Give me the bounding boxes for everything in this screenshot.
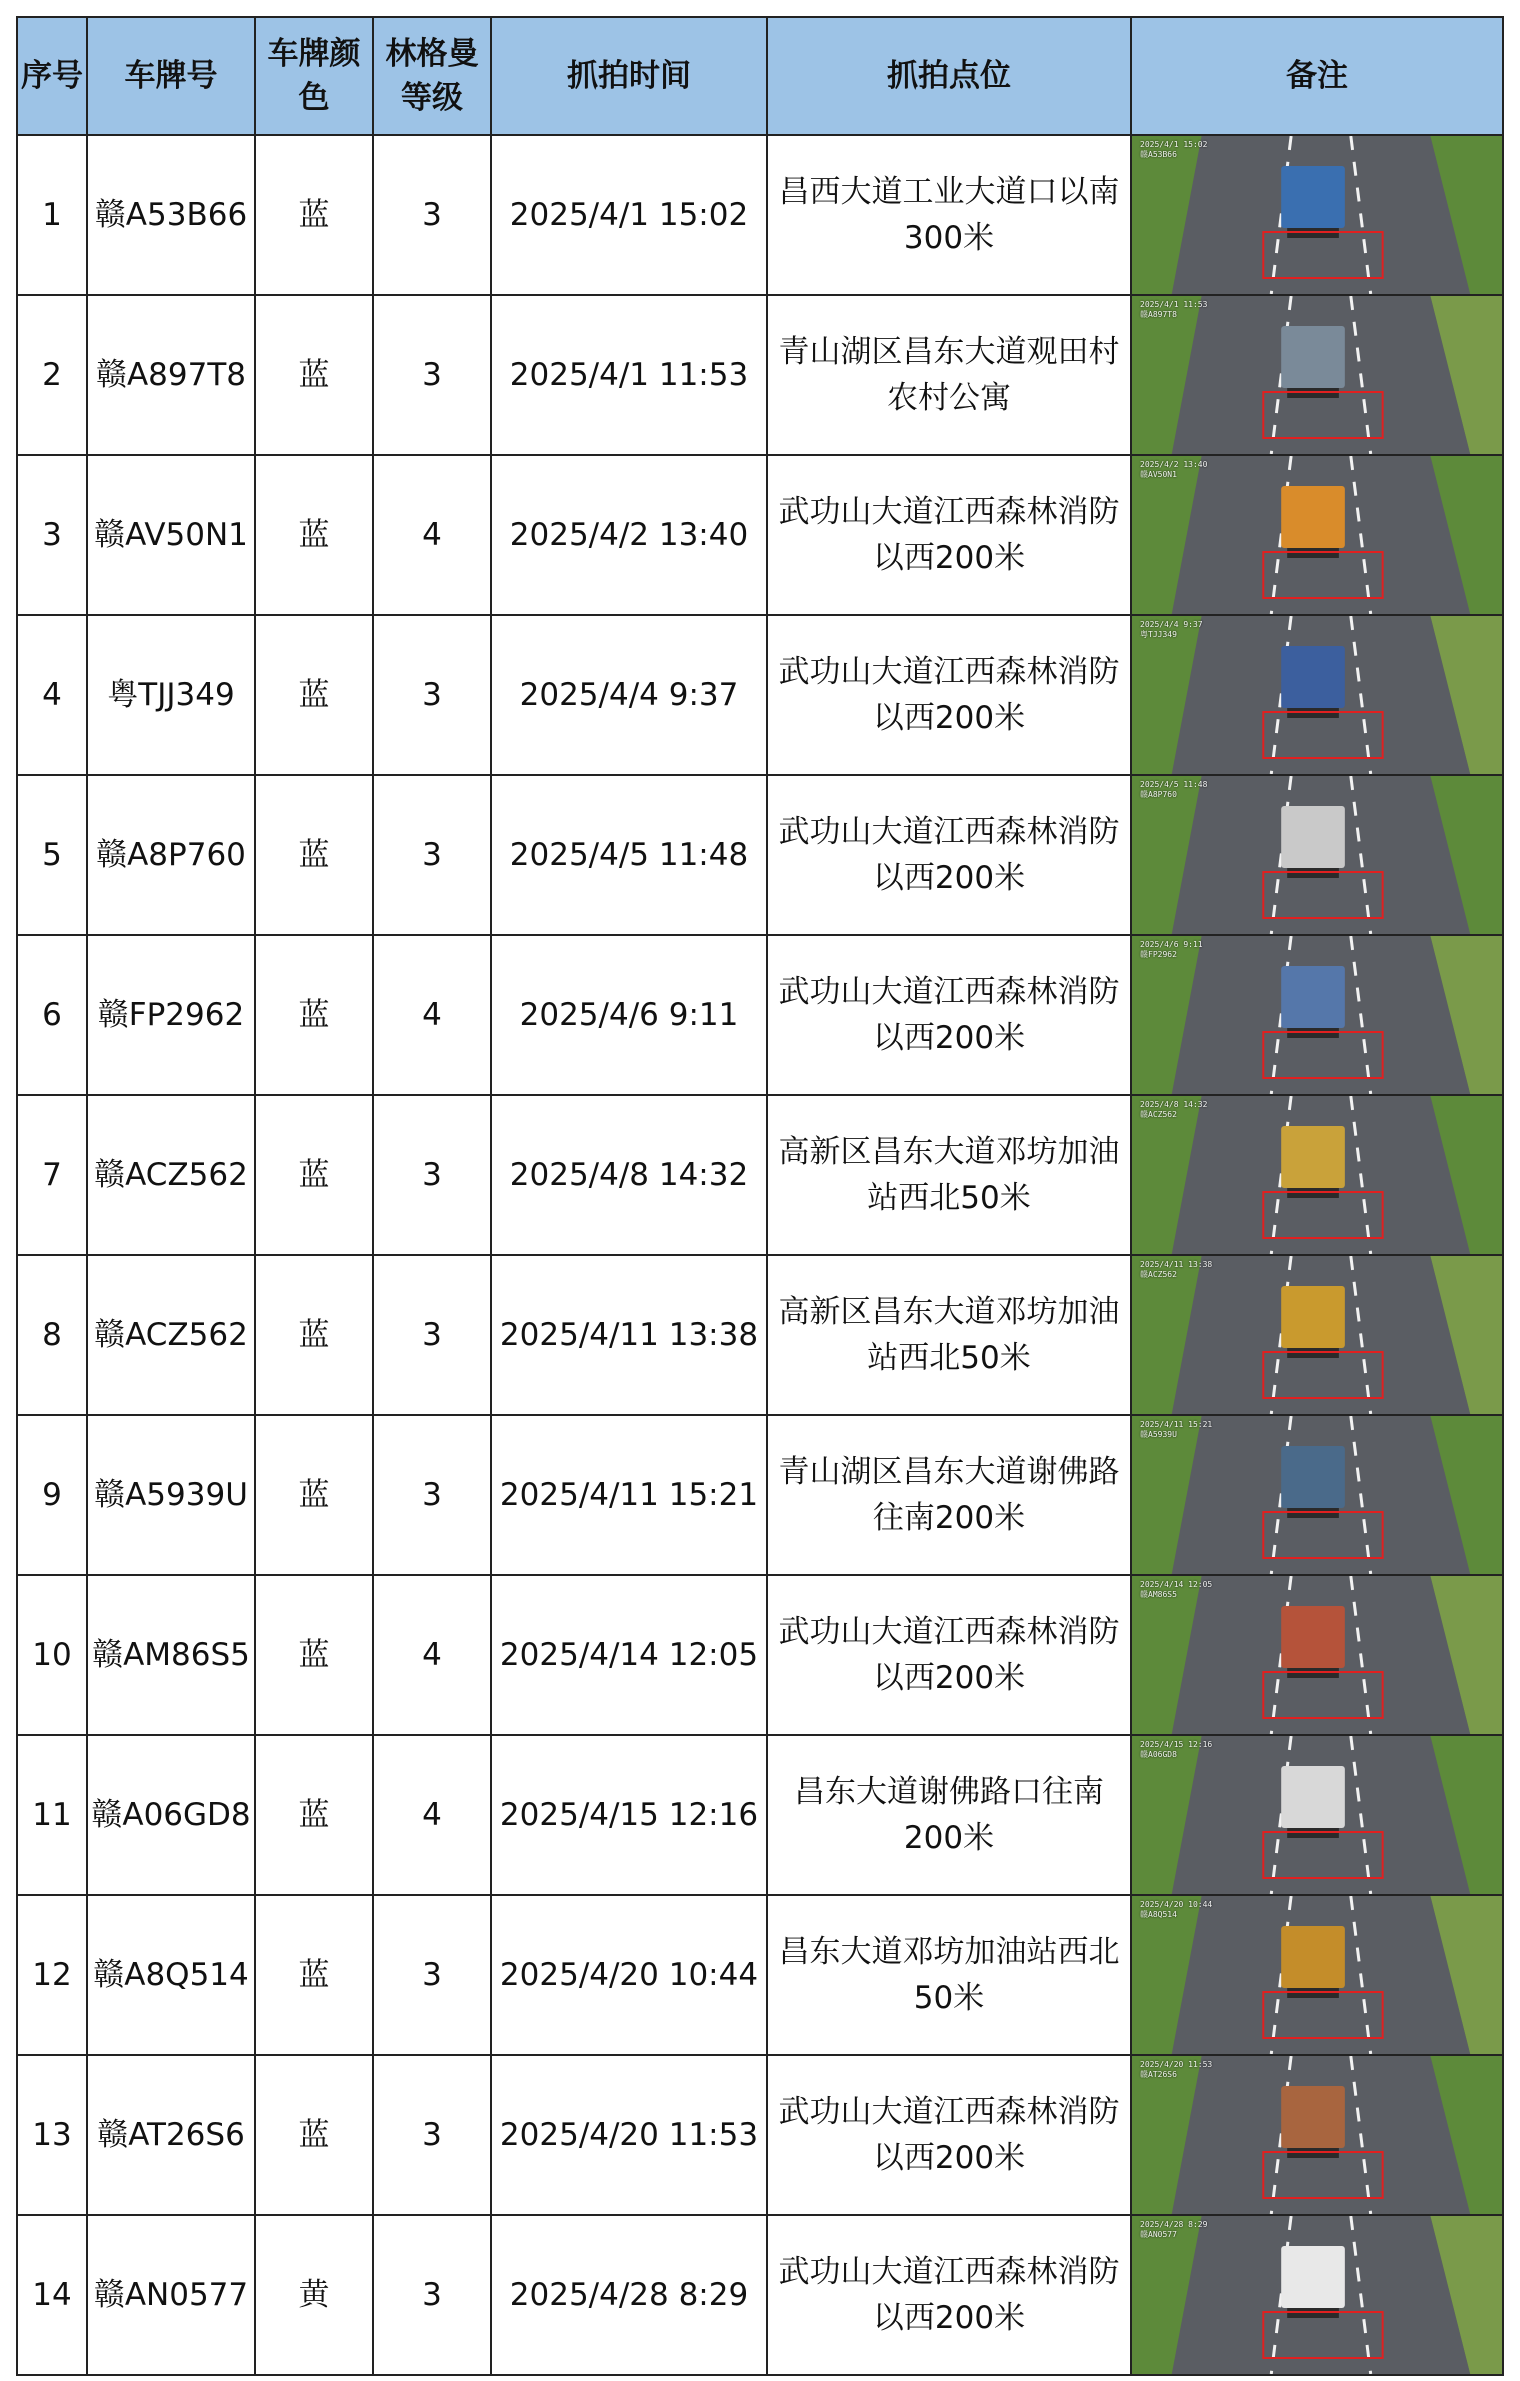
cell-time: 2025/4/1 15:02 bbox=[491, 135, 767, 295]
photo-timestamp-overlay bbox=[1140, 940, 1203, 960]
cell-time: 2025/4/15 12:16 bbox=[491, 1735, 767, 1895]
cell-color: 黄 bbox=[255, 2215, 373, 2375]
photo-stamp-time: 2025/4/2 13:40 bbox=[1140, 460, 1208, 469]
photo-timestamp-overlay bbox=[1140, 140, 1207, 160]
location-line1: 昌东大道谢佛路口往南 bbox=[794, 1774, 1104, 1810]
capture-photo[interactable] bbox=[1132, 1256, 1502, 1414]
photo-timestamp-overlay bbox=[1140, 2220, 1207, 2240]
cell-location bbox=[767, 615, 1131, 775]
cell-location bbox=[767, 775, 1131, 935]
cell-time: 2025/4/1 11:53 bbox=[491, 295, 767, 455]
photo-stamp-plate: 赣FP2962 bbox=[1140, 950, 1177, 959]
photo-timestamp-overlay bbox=[1140, 460, 1207, 480]
capture-photo[interactable] bbox=[1132, 1416, 1502, 1574]
cell-level: 3 bbox=[373, 2055, 491, 2215]
cell-plate: 赣A06GD8 bbox=[87, 1735, 255, 1895]
table-row bbox=[17, 1895, 1503, 2055]
photo-stamp-time: 2025/4/11 15:21 bbox=[1140, 1420, 1213, 1429]
location-line1: 武功山大道江西森林消防 bbox=[778, 974, 1120, 1010]
photo-timestamp-overlay bbox=[1140, 1260, 1212, 1280]
cell-no: 6 bbox=[17, 935, 87, 1095]
cell-color: 蓝 bbox=[255, 1735, 373, 1895]
header-remark: 备注 bbox=[1131, 17, 1503, 135]
photo-stamp-time: 2025/4/4 9:37 bbox=[1140, 620, 1203, 629]
cell-plate: 赣FP2962 bbox=[87, 935, 255, 1095]
cell-level: 3 bbox=[373, 1255, 491, 1415]
cell-no: 9 bbox=[17, 1415, 87, 1575]
cell-no: 1 bbox=[17, 135, 87, 295]
cell-plate: 赣A8Q514 bbox=[87, 1895, 255, 2055]
cell-remark-photo[interactable] bbox=[1131, 135, 1503, 295]
cell-location bbox=[767, 135, 1131, 295]
photo-timestamp-overlay bbox=[1140, 1900, 1212, 1920]
photo-stamp-plate: 赣A06GD8 bbox=[1140, 1750, 1177, 1759]
photo-stamp-time: 2025/4/14 12:05 bbox=[1140, 1580, 1213, 1589]
cell-time: 2025/4/28 8:29 bbox=[491, 2215, 767, 2375]
cell-level: 3 bbox=[373, 2215, 491, 2375]
capture-photo[interactable] bbox=[1132, 1896, 1502, 2054]
table-row bbox=[17, 1255, 1503, 1415]
photo-stamp-plate: 赣AT26S6 bbox=[1140, 2070, 1177, 2079]
cell-plate: 赣AN0577 bbox=[87, 2215, 255, 2375]
cell-no: 3 bbox=[17, 455, 87, 615]
photo-stamp-time: 2025/4/20 10:44 bbox=[1140, 1900, 1213, 1909]
table-row bbox=[17, 1415, 1503, 1575]
cell-time: 2025/4/20 11:53 bbox=[491, 2055, 767, 2215]
cell-location bbox=[767, 455, 1131, 615]
cell-time: 2025/4/11 15:21 bbox=[491, 1415, 767, 1575]
cell-remark-photo[interactable] bbox=[1131, 1575, 1503, 1735]
cell-level: 4 bbox=[373, 1575, 491, 1735]
photo-stamp-time: 2025/4/28 8:29 bbox=[1140, 2220, 1208, 2229]
location-line2: 50米 bbox=[913, 1980, 985, 2016]
cell-plate: 赣AV50N1 bbox=[87, 455, 255, 615]
photo-timestamp-overlay bbox=[1140, 1740, 1212, 1760]
violation-table bbox=[16, 16, 1504, 2376]
location-line1: 武功山大道江西森林消防 bbox=[778, 814, 1120, 850]
cell-level: 4 bbox=[373, 1735, 491, 1895]
cell-remark-photo[interactable] bbox=[1131, 1415, 1503, 1575]
cell-location bbox=[767, 2055, 1131, 2215]
table-row bbox=[17, 935, 1503, 1095]
cell-location bbox=[767, 935, 1131, 1095]
cell-remark-photo[interactable] bbox=[1131, 295, 1503, 455]
cell-level: 3 bbox=[373, 1095, 491, 1255]
location-line2: 站西北50米 bbox=[867, 1180, 1031, 1216]
location-line2: 以西200米 bbox=[872, 700, 1026, 736]
header-level-line1: 林格曼 bbox=[385, 36, 479, 72]
header-level bbox=[373, 17, 491, 135]
capture-photo[interactable] bbox=[1132, 456, 1502, 614]
table-row bbox=[17, 135, 1503, 295]
cell-plate: 赣AM86S5 bbox=[87, 1575, 255, 1735]
cell-no: 13 bbox=[17, 2055, 87, 2215]
table-row bbox=[17, 775, 1503, 935]
cell-color: 蓝 bbox=[255, 135, 373, 295]
cell-plate: 赣A8P760 bbox=[87, 775, 255, 935]
location-line2: 以西200米 bbox=[872, 540, 1026, 576]
cell-location bbox=[767, 1415, 1131, 1575]
header-color-line2: 色 bbox=[298, 80, 330, 116]
header-level-line2: 等级 bbox=[401, 80, 463, 116]
cell-time: 2025/4/2 13:40 bbox=[491, 455, 767, 615]
cell-no: 5 bbox=[17, 775, 87, 935]
capture-photo[interactable] bbox=[1132, 136, 1502, 294]
capture-photo[interactable] bbox=[1132, 1576, 1502, 1734]
capture-photo[interactable] bbox=[1132, 2216, 1502, 2374]
table-row bbox=[17, 2055, 1503, 2215]
cell-location bbox=[767, 2215, 1131, 2375]
cell-plate: 赣AT26S6 bbox=[87, 2055, 255, 2215]
photo-stamp-time: 2025/4/5 11:48 bbox=[1140, 780, 1208, 789]
photo-stamp-time: 2025/4/8 14:32 bbox=[1140, 1100, 1208, 1109]
cell-color: 蓝 bbox=[255, 295, 373, 455]
photo-stamp-plate: 赣AN0577 bbox=[1140, 2230, 1177, 2239]
cell-time: 2025/4/8 14:32 bbox=[491, 1095, 767, 1255]
photo-stamp-plate: 赣A8Q514 bbox=[1140, 1910, 1177, 1919]
capture-photo[interactable] bbox=[1132, 2056, 1502, 2214]
location-line2: 以西200米 bbox=[872, 2140, 1026, 2176]
table-row bbox=[17, 1095, 1503, 1255]
cell-location bbox=[767, 1895, 1131, 2055]
location-line2: 站西北50米 bbox=[867, 1340, 1031, 1376]
cell-no: 10 bbox=[17, 1575, 87, 1735]
photo-stamp-plate: 赣A53B66 bbox=[1140, 150, 1177, 159]
location-line2: 往南200米 bbox=[872, 1500, 1026, 1536]
location-line1: 高新区昌东大道邓坊加油 bbox=[778, 1294, 1120, 1330]
location-line1: 青山湖区昌东大道谢佛路 bbox=[778, 1454, 1120, 1490]
photo-stamp-time: 2025/4/15 12:16 bbox=[1140, 1740, 1213, 1749]
header-color-line1: 车牌颜 bbox=[267, 36, 361, 72]
location-line2: 以西200米 bbox=[872, 2300, 1026, 2336]
cell-no: 12 bbox=[17, 1895, 87, 2055]
cell-plate: 粤TJJ349 bbox=[87, 615, 255, 775]
cell-no: 2 bbox=[17, 295, 87, 455]
cell-no: 14 bbox=[17, 2215, 87, 2375]
cell-remark-photo[interactable] bbox=[1131, 775, 1503, 935]
location-line1: 武功山大道江西森林消防 bbox=[778, 2094, 1120, 2130]
header-location: 抓拍点位 bbox=[767, 17, 1131, 135]
photo-stamp-plate: 赣A8P760 bbox=[1140, 790, 1177, 799]
cell-remark-photo[interactable] bbox=[1131, 1095, 1503, 1255]
photo-stamp-time: 2025/4/1 15:02 bbox=[1140, 140, 1208, 149]
table-row bbox=[17, 1575, 1503, 1735]
cell-location bbox=[767, 1095, 1131, 1255]
cell-location bbox=[767, 1575, 1131, 1735]
cell-level: 4 bbox=[373, 935, 491, 1095]
photo-stamp-time: 2025/4/1 11:53 bbox=[1140, 300, 1208, 309]
photo-timestamp-overlay bbox=[1140, 1420, 1212, 1440]
cell-time: 2025/4/6 9:11 bbox=[491, 935, 767, 1095]
cell-level: 3 bbox=[373, 1895, 491, 2055]
capture-photo[interactable] bbox=[1132, 616, 1502, 774]
location-line1: 昌东大道邓坊加油站西北 bbox=[778, 1934, 1120, 1970]
location-line2: 以西200米 bbox=[872, 1020, 1026, 1056]
cell-plate: 赣ACZ562 bbox=[87, 1255, 255, 1415]
capture-photo[interactable] bbox=[1132, 1736, 1502, 1894]
cell-remark-photo[interactable] bbox=[1131, 1735, 1503, 1895]
photo-stamp-time: 2025/4/20 11:53 bbox=[1140, 2060, 1213, 2069]
cell-remark-photo[interactable] bbox=[1131, 2055, 1503, 2215]
cell-no: 8 bbox=[17, 1255, 87, 1415]
cell-color: 蓝 bbox=[255, 2055, 373, 2215]
photo-stamp-plate: 赣AV50N1 bbox=[1140, 470, 1177, 479]
cell-time: 2025/4/14 12:05 bbox=[491, 1575, 767, 1735]
cell-location bbox=[767, 1735, 1131, 1895]
cell-level: 3 bbox=[373, 615, 491, 775]
cell-location bbox=[767, 295, 1131, 455]
capture-photo[interactable] bbox=[1132, 296, 1502, 454]
cell-level: 4 bbox=[373, 455, 491, 615]
location-line1: 武功山大道江西森林消防 bbox=[778, 2254, 1120, 2290]
cell-color: 蓝 bbox=[255, 1575, 373, 1735]
photo-stamp-plate: 粤TJJ349 bbox=[1140, 630, 1177, 639]
photo-stamp-plate: 赣ACZ562 bbox=[1140, 1270, 1177, 1279]
cell-remark-photo[interactable] bbox=[1131, 935, 1503, 1095]
cell-color: 蓝 bbox=[255, 1095, 373, 1255]
photo-stamp-plate: 赣AM86S5 bbox=[1140, 1590, 1177, 1599]
cell-plate: 赣A5939U bbox=[87, 1415, 255, 1575]
location-line1: 武功山大道江西森林消防 bbox=[778, 654, 1120, 690]
location-line2: 300米 bbox=[903, 220, 995, 256]
cell-color: 蓝 bbox=[255, 455, 373, 615]
photo-timestamp-overlay bbox=[1140, 2060, 1212, 2080]
cell-color: 蓝 bbox=[255, 935, 373, 1095]
location-line1: 青山湖区昌东大道观田村 bbox=[778, 334, 1120, 370]
header-no: 序号 bbox=[17, 17, 87, 135]
table-row bbox=[17, 295, 1503, 455]
photo-timestamp-overlay bbox=[1140, 1100, 1207, 1120]
header-time: 抓拍时间 bbox=[491, 17, 767, 135]
cell-time: 2025/4/11 13:38 bbox=[491, 1255, 767, 1415]
location-line2: 农村公寓 bbox=[887, 380, 1011, 416]
cell-time: 2025/4/5 11:48 bbox=[491, 775, 767, 935]
photo-timestamp-overlay bbox=[1140, 620, 1203, 640]
cell-location bbox=[767, 1255, 1131, 1415]
cell-color: 蓝 bbox=[255, 1255, 373, 1415]
table-row bbox=[17, 1735, 1503, 1895]
cell-remark-photo[interactable] bbox=[1131, 1895, 1503, 2055]
cell-remark-photo[interactable] bbox=[1131, 1255, 1503, 1415]
photo-stamp-time: 2025/4/11 13:38 bbox=[1140, 1260, 1213, 1269]
capture-photo[interactable] bbox=[1132, 776, 1502, 934]
cell-color: 蓝 bbox=[255, 615, 373, 775]
location-line2: 200米 bbox=[903, 1820, 995, 1856]
cell-no: 4 bbox=[17, 615, 87, 775]
photo-timestamp-overlay bbox=[1140, 300, 1207, 320]
cell-time: 2025/4/4 9:37 bbox=[491, 615, 767, 775]
header-row bbox=[17, 17, 1503, 135]
cell-color: 蓝 bbox=[255, 1895, 373, 2055]
photo-timestamp-overlay bbox=[1140, 780, 1207, 800]
cell-level: 3 bbox=[373, 135, 491, 295]
photo-stamp-plate: 赣A5939U bbox=[1140, 1430, 1177, 1439]
cell-remark-photo[interactable] bbox=[1131, 615, 1503, 775]
cell-color: 蓝 bbox=[255, 775, 373, 935]
location-line2: 以西200米 bbox=[872, 860, 1026, 896]
cell-plate: 赣ACZ562 bbox=[87, 1095, 255, 1255]
cell-plate: 赣A897T8 bbox=[87, 295, 255, 455]
header-plate: 车牌号 bbox=[87, 17, 255, 135]
location-line2: 以西200米 bbox=[872, 1660, 1026, 1696]
photo-stamp-plate: 赣A897T8 bbox=[1140, 310, 1177, 319]
cell-level: 3 bbox=[373, 295, 491, 455]
cell-time: 2025/4/20 10:44 bbox=[491, 1895, 767, 2055]
photo-stamp-plate: 赣ACZ562 bbox=[1140, 1110, 1177, 1119]
cell-no: 11 bbox=[17, 1735, 87, 1895]
cell-no: 7 bbox=[17, 1095, 87, 1255]
cell-remark-photo[interactable] bbox=[1131, 455, 1503, 615]
photo-stamp-time: 2025/4/6 9:11 bbox=[1140, 940, 1203, 949]
capture-photo[interactable] bbox=[1132, 936, 1502, 1094]
cell-level: 3 bbox=[373, 1415, 491, 1575]
table-row bbox=[17, 455, 1503, 615]
cell-remark-photo[interactable] bbox=[1131, 2215, 1503, 2375]
location-line1: 高新区昌东大道邓坊加油 bbox=[778, 1134, 1120, 1170]
header-color bbox=[255, 17, 373, 135]
capture-photo[interactable] bbox=[1132, 1096, 1502, 1254]
cell-level: 3 bbox=[373, 775, 491, 935]
location-line1: 武功山大道江西森林消防 bbox=[778, 494, 1120, 530]
cell-color: 蓝 bbox=[255, 1415, 373, 1575]
location-line1: 武功山大道江西森林消防 bbox=[778, 1614, 1120, 1650]
table-row bbox=[17, 2215, 1503, 2375]
table-row bbox=[17, 615, 1503, 775]
cell-plate: 赣A53B66 bbox=[87, 135, 255, 295]
photo-timestamp-overlay bbox=[1140, 1580, 1212, 1600]
location-line1: 昌西大道工业大道口以南 bbox=[778, 174, 1120, 210]
